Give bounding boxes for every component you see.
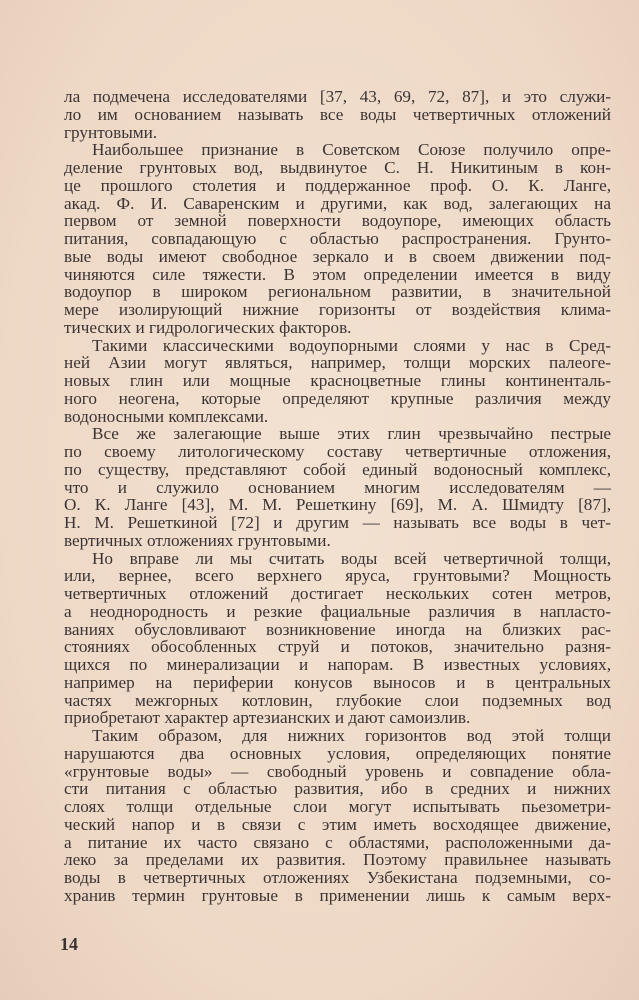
- text-line: воды в четвертичных отложениях Узбекистана подземными, со-: [64, 868, 611, 887]
- text-line: а питание их часто связано с областями, расположенными да-: [64, 832, 611, 852]
- text-line: ла подмечена исследователями [37, 43, 69, 72, 87], и это служи-: [64, 87, 611, 106]
- text-line: что и служило основанием многим исследователям —: [64, 477, 611, 497]
- text-line: слоях толщи отдельные слои могут испытывать пьезометри-: [64, 797, 611, 816]
- text-line: нарушаются два основных условия, определяющих понятие: [64, 743, 611, 763]
- text-line: Такими классическими водоупорными слоями у нас в Сред-: [92, 335, 611, 355]
- text-line: вертичных отложениях грунтовыми.: [64, 530, 331, 550]
- text-line: например на периферии конусов выносов и в центральных: [64, 672, 611, 692]
- text-line: приобретают характер артезианских и дают самоизлив.: [64, 708, 471, 728]
- page-number: 14: [60, 934, 78, 954]
- paragraph: [64, 425, 611, 549]
- paragraph: [64, 141, 611, 336]
- text-line: тических и гидрологических факторов.: [64, 317, 352, 337]
- text-line: водоупор в широком региональном развитии, в значительной: [64, 282, 611, 302]
- paragraph: [64, 727, 611, 905]
- paragraph: [64, 550, 611, 728]
- text-line: или, вернее, всего верхнего яруса, грунтовыми? Мощность: [64, 566, 611, 586]
- text-line: четвертичных отложений достигает нескольких сотен метров,: [64, 584, 611, 603]
- text-line: сти питания с областью развития, ибо в средних и нижних: [64, 779, 611, 799]
- text-line: частях межгорных котловин, глубокие слои подземных вод: [64, 690, 611, 710]
- text-line: ного неогена, которые определяют крупные различия между: [64, 388, 611, 408]
- text-line: вые воды имеют свободное зеркало и в своем движении под-: [64, 246, 611, 266]
- text-line: Все же залегающие выше этих глин чрезвычайно пестрые: [92, 424, 611, 444]
- text-line: по существу, представляют собой единый водоносный комплекс,: [64, 459, 611, 479]
- text-line: а неоднородность и резкие фациальные различия в напласто-: [64, 601, 611, 621]
- text-line: Наибольшее признание в Советском Союзе получило опре-: [92, 140, 611, 160]
- text-line: ваниях обусловливают возникновение иногда на близких рас-: [64, 619, 611, 639]
- text-line: хранив термин грунтовые в применении лишь к самым верх-: [64, 885, 611, 905]
- text-line: Н. М. Решеткиной [72] и другим — называть все воды в чет-: [64, 513, 611, 532]
- text-line: це прошлого столетия и поддержанное проф. О. К. Ланге,: [64, 175, 611, 195]
- text-line: питания, совпадающую с областью распространения. Грунто-: [64, 229, 611, 248]
- text-line: деление грунтовых вод, выдвинутое С. Н. Никитиным в кон-: [64, 158, 611, 177]
- paragraph: [64, 88, 611, 141]
- text-line: О. К. Ланге [43], М. М. Решеткину [69], М. А. Шмидту [87],: [64, 495, 611, 515]
- text-line: Но вправе ли мы считать воды всей четвертичной толщи,: [92, 548, 611, 568]
- text-line: ло им основанием называть все воды четвертичных отложений: [64, 104, 611, 124]
- paragraph: [64, 337, 611, 426]
- text-line: ней Азии могут являться, например, толщи морских палеоге-: [64, 353, 611, 373]
- text-line: акад. Ф. И. Саваренским и другими, как вод, залегающих на: [64, 193, 611, 213]
- text-line: грунтовыми.: [64, 122, 158, 142]
- text-line: леко за пределами их развития. Поэтому правильнее называть: [64, 850, 611, 870]
- text-line: водоносными комплексами.: [64, 406, 269, 426]
- text-line: по своему литологическому составу четвертичные отложения,: [64, 442, 611, 461]
- text-line: щихся по минерализации и напорам. В известных условиях,: [64, 655, 611, 674]
- text-line: мере изолирующий нижние горизонты от воздействия клима-: [64, 300, 611, 319]
- text-line: «грунтовые воды» — свободный уровень и совпадение обла-: [64, 761, 611, 781]
- body-text: [64, 88, 611, 905]
- text-line: стояниях обособленных струй и потоков, значительно разня-: [64, 637, 611, 657]
- text-line: ческий напор и в связи с этим иметь восходящее движение,: [64, 814, 611, 834]
- text-line: чиняются силе тяжести. В этом определении имеется в виду: [64, 264, 611, 284]
- text-line: первом от земной поверхности водоупоре, имеющих область: [64, 211, 611, 231]
- text-line: Таким образом, для нижних горизонтов вод этой толщи: [92, 726, 611, 745]
- text-line: новых глин или мощные красноцветные глины континенталь-: [64, 371, 611, 390]
